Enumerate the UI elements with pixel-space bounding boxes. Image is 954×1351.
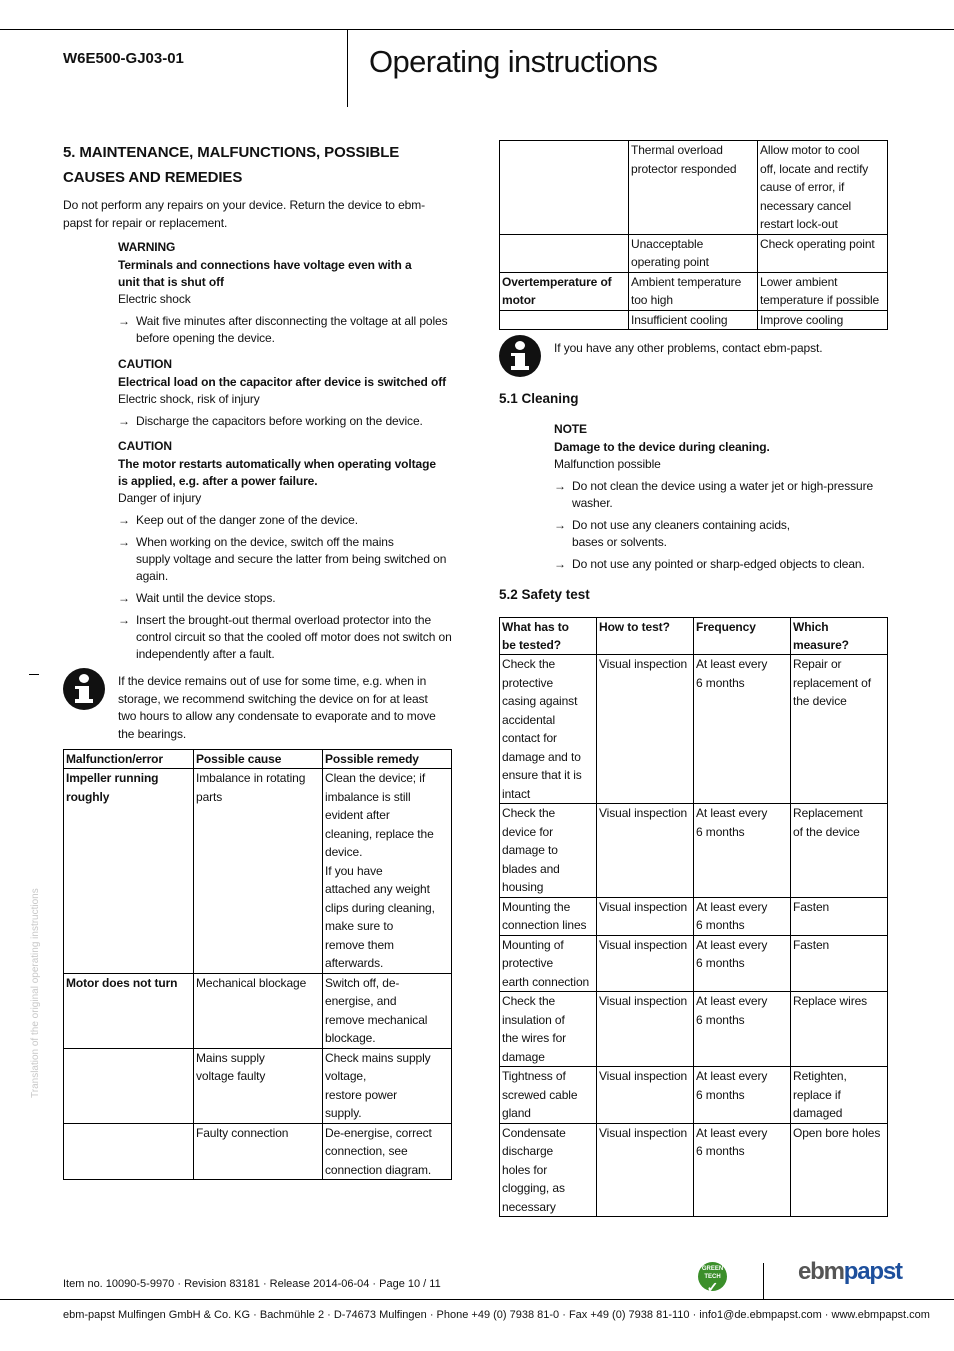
cell-line: measure? (793, 638, 849, 652)
cell-line: necessary cancel (760, 198, 852, 213)
cell-line: At least every (696, 1069, 768, 1083)
column-header: Possible cause (194, 750, 323, 769)
badge-text-line2: TECH (704, 1274, 721, 1280)
cell-line: device for (502, 824, 554, 839)
cell-line: 6 months (696, 1012, 745, 1027)
side-margin-text: Translation of the original operating instructions (30, 888, 41, 1098)
logo-papst: papst (843, 1258, 902, 1285)
info-icon (63, 668, 105, 710)
cell-line: 6 months (696, 918, 745, 932)
caution-title-line1: The motor restarts automatically when operating voltage (118, 457, 436, 471)
cell-line: Mounting of (502, 937, 564, 952)
info-line2: storage, we recommend switching the device on for at least (118, 691, 428, 706)
error-cell (64, 1048, 194, 1123)
caution-action-text: Discharge the capacitors before working on the device. (136, 414, 423, 428)
table-row (500, 935, 888, 992)
cell-line: the device (793, 694, 847, 708)
safety-test-heading: 5.2 Safety test (499, 587, 590, 602)
cell-line: Which (793, 620, 829, 634)
table-row (500, 310, 888, 330)
cell-line: Replacement (793, 806, 863, 820)
cell-line: At least every (696, 806, 768, 820)
info-line4: the bearings. (118, 726, 187, 741)
remedy-cell (323, 1123, 452, 1180)
cell-line: connection diagram. (325, 1162, 432, 1177)
table-row (64, 769, 452, 974)
cell-line: insulation of (502, 1012, 565, 1027)
cause-cell (629, 141, 758, 235)
warning-hazard: Electric shock (118, 292, 191, 306)
caution-action-2-line2: supply voltage and secure the latter from being switched on (136, 552, 447, 566)
cell-line: replace if (793, 1087, 841, 1102)
cell-line: protector responded (631, 161, 737, 176)
cell-line: ensure that it is (502, 768, 582, 782)
measure-cell: Replace wires (791, 992, 888, 1067)
caution-label: CAUTION (118, 439, 172, 453)
cell-line: Check mains supply (325, 1050, 431, 1065)
frequency-cell (694, 804, 791, 898)
error-cell (500, 272, 629, 310)
cell-line: Check the (502, 994, 556, 1008)
table-row (500, 655, 888, 804)
note-action-2-line2: bases or solvents. (572, 535, 667, 549)
cell-line: parts (196, 789, 223, 804)
info-line3: two hours to allow any condensate to evaporate and to move (118, 709, 436, 723)
cell-line: Check the (502, 657, 556, 671)
cell-line: damaged (793, 1106, 843, 1120)
measure-cell: Open bore holes (791, 1123, 888, 1217)
footer-divider (763, 1263, 764, 1299)
cell-line: necessary (502, 1199, 556, 1214)
cell-line: At least every (696, 937, 768, 952)
caution-block-capacitor (118, 356, 463, 430)
cell-line: clogging, as (502, 1181, 565, 1195)
table-row (500, 992, 888, 1067)
table-row (500, 272, 888, 310)
cell-line: the wires for (502, 1031, 567, 1045)
arrow-icon: → (118, 613, 130, 627)
cell-line: At least every (696, 1125, 768, 1140)
margin-tick (29, 674, 39, 675)
cell-line: Repair or (793, 657, 842, 671)
cell-line: 6 months (696, 675, 745, 690)
cell-line: holes for (502, 1162, 548, 1177)
caution-action-4-line2: control circuit so that the cooled off motor does not switch on (136, 630, 452, 644)
frequency-cell (694, 935, 791, 992)
how-cell: Visual inspection (597, 655, 694, 804)
cell-line: cause of error, if (760, 180, 845, 194)
info-line1: If the device remains out of use for some time, e.g. when in (118, 674, 427, 688)
error-cell: Motor does not turn (64, 973, 194, 1048)
cause-cell (629, 234, 758, 272)
table-row (64, 1123, 452, 1180)
cell-line: At least every (696, 899, 768, 914)
info-icon (499, 335, 541, 377)
malfunction-table-continued (499, 140, 888, 330)
warning-action-line2: before opening the device. (136, 331, 275, 345)
intro-line2: papst for repair or replacement. (63, 216, 228, 230)
warning-action (118, 313, 463, 330)
column-header: Possible remedy (323, 750, 452, 769)
cell-line: Imbalance in rotating (196, 771, 306, 785)
cell-line: intact (502, 786, 531, 801)
note-action-1-line2: washer. (572, 496, 613, 510)
note-block-cleaning (554, 421, 894, 573)
how-cell: Visual inspection (597, 1067, 694, 1124)
warning-label: WARNING (118, 240, 176, 254)
caution-action-2 (118, 534, 463, 551)
frequency-cell (694, 1067, 791, 1124)
cause-cell (194, 769, 323, 974)
table-row (500, 1067, 888, 1124)
footer-address: ebm-papst Mulfingen GmbH & Co. KG · Bachmühle 2 · D-74673 Mulfingen · Phone +49 (0) 7938 81-0 · Fax +49 (0) 7938 81-110 · info1@de.ebmpapst.com · www.ebmpapst.com (63, 1309, 930, 1321)
how-cell: Visual inspection (597, 992, 694, 1067)
cell-line: be tested? (502, 638, 562, 652)
error-cell (500, 310, 629, 330)
note-action-3 (554, 556, 894, 573)
remedy-cell (758, 141, 888, 235)
check-icon: ✓ (706, 1279, 719, 1295)
cell-line: cleaning, replace the (325, 826, 434, 841)
table-header-row (500, 618, 888, 655)
arrow-icon: → (118, 414, 130, 428)
cell-line: Check operating point (760, 236, 875, 251)
warning-block (118, 239, 463, 347)
cell-line: Thermal overload (631, 143, 723, 157)
table-row (64, 973, 452, 1048)
safety-test-table (499, 617, 888, 1217)
column-header (500, 618, 597, 655)
cell-line: casing against (502, 694, 578, 708)
cell-line: accidental (502, 712, 556, 727)
cell-line: gland (502, 1106, 531, 1120)
cell-line: Overtemperature of (502, 274, 612, 289)
cell-line: damage (502, 1049, 545, 1064)
frequency-cell (694, 1123, 791, 1217)
what-cell (500, 935, 597, 992)
document-code: W6E500-GJ03-01 (63, 50, 184, 67)
cell-line: damage and to (502, 749, 581, 764)
caution-action-4 (118, 612, 463, 629)
note-action-1 (554, 478, 894, 495)
cause-cell (194, 1048, 323, 1123)
measure-cell (791, 655, 888, 804)
table-row (64, 1048, 452, 1123)
cell-line: housing (502, 880, 544, 894)
cell-line: blockage. (325, 1031, 376, 1045)
cell-line: 6 months (696, 1087, 745, 1102)
info-note-storage (118, 673, 458, 743)
green-tech-badge-icon (698, 1262, 727, 1295)
cleaning-heading: 5.1 Cleaning (499, 391, 579, 406)
frequency-cell (694, 655, 791, 804)
section-intro (63, 196, 443, 232)
arrow-icon: → (554, 518, 566, 532)
cell-line: too high (631, 293, 673, 307)
note-action-2 (554, 517, 894, 534)
cell-line: restart lock-out (760, 217, 838, 231)
cell-line: clips during cleaning, (325, 900, 435, 915)
frequency-cell (694, 897, 791, 935)
caution-action-4-line3: independently after a fault. (136, 647, 275, 661)
warning-action-line1: Wait five minutes after disconnecting the voltage at all poles (136, 314, 448, 328)
remedy-cell: Improve cooling (758, 310, 888, 330)
error-cell (64, 769, 194, 974)
cell-line: earth connection (502, 974, 590, 989)
arrow-icon: → (118, 314, 130, 328)
caution-action-2-line3: again. (136, 569, 169, 583)
table-header-row (64, 750, 452, 769)
note-action-1-line1: Do not clean the device using a water jet or high-pressure (572, 479, 874, 493)
cell-line: replacement of (793, 675, 871, 690)
error-cell (500, 234, 629, 272)
note-title: Damage to the device during cleaning. (554, 440, 770, 454)
note-label: NOTE (554, 422, 587, 436)
section-heading-line1: 5. MAINTENANCE, MALFUNCTIONS, POSSIBLE (63, 144, 400, 161)
remedy-cell (758, 272, 888, 310)
caution-action-1 (118, 512, 463, 529)
cell-line: 6 months (696, 956, 745, 970)
error-cell (64, 1123, 194, 1180)
intro-line1: Do not perform any repairs on your device. Return the device to ebm- (63, 198, 426, 212)
cell-line: screwed cable (502, 1087, 578, 1102)
remedy-cell (323, 769, 452, 974)
arrow-icon: → (554, 557, 566, 571)
cell-line: Allow motor to cool (760, 143, 860, 157)
cell-line: operating point (631, 255, 709, 269)
measure-cell (791, 1067, 888, 1124)
malfunction-table (63, 749, 452, 1180)
cell-line: temperature if possible (760, 293, 880, 307)
cell-line: make sure to (325, 919, 394, 933)
arrow-icon: → (118, 513, 130, 527)
badge-text-line1: GREEN (701, 1266, 724, 1272)
what-cell (500, 897, 597, 935)
cell-line: connection lines (502, 918, 587, 932)
table-row (500, 141, 888, 235)
cell-line: off, locate and rectify (760, 161, 869, 176)
cell-line: voltage, (325, 1069, 367, 1083)
cell-line: voltage faulty (196, 1069, 266, 1083)
cell-line: What has to (502, 620, 569, 634)
cell-line: device. (325, 845, 363, 859)
caution-block-restart (118, 438, 463, 663)
section-heading (63, 140, 399, 190)
cell-line: damage to (502, 843, 558, 857)
footer-rule (0, 1299, 954, 1300)
frequency-cell (694, 992, 791, 1067)
cell-line: De-energise, correct (325, 1125, 432, 1140)
cell-line: Unacceptable (631, 236, 704, 251)
how-cell: Visual inspection (597, 1123, 694, 1217)
cell-line: Retighten, (793, 1069, 847, 1083)
cause-cell: Faulty connection (194, 1123, 323, 1180)
cell-line: 6 months (696, 1144, 745, 1158)
cell-line: imbalance is still (325, 789, 411, 804)
measure-cell: Fasten (791, 935, 888, 992)
note-action-2-line1: Do not use any cleaners containing acids, (572, 518, 791, 532)
caution-hazard: Danger of injury (118, 491, 202, 505)
caution-action-1-text: Keep out of the danger zone of the device. (136, 513, 358, 527)
remedy-cell (323, 973, 452, 1048)
how-cell: Visual inspection (597, 935, 694, 992)
cell-line: energise, and (325, 994, 397, 1008)
caution-title-line2: is applied, e.g. after a power failure. (118, 474, 318, 488)
what-cell (500, 1067, 597, 1124)
info-note-contact: If you have any other problems, contact ebm-papst. (554, 341, 823, 355)
cell-line: Condensate (502, 1125, 566, 1140)
cell-line: motor (502, 293, 536, 307)
caution-action (118, 413, 463, 430)
table-row (500, 234, 888, 272)
column-header: Malfunction/error (64, 750, 194, 769)
caution-action-3 (118, 590, 463, 607)
section-heading-line2: CAUSES AND REMEDIES (63, 169, 243, 186)
logo-ebm: ebm (798, 1258, 844, 1285)
column-header: How to test? (597, 618, 694, 655)
caution-label: CAUTION (118, 357, 172, 371)
column-header: Frequency (694, 618, 791, 655)
cause-cell: Insufficient cooling (629, 310, 758, 330)
page-title: Operating instructions (369, 44, 658, 79)
cell-line: Mounting the (502, 899, 571, 914)
cell-line: roughly (66, 789, 110, 804)
cell-line: Ambient temperature (631, 274, 742, 289)
note-action-3-text: Do not use any pointed or sharp-edged objects to clean. (572, 557, 865, 571)
cell-line: protective (502, 675, 554, 690)
cell-line: Mains supply (196, 1050, 265, 1065)
cell-line: remove mechanical (325, 1012, 428, 1027)
cell-line: of the device (793, 824, 860, 839)
what-cell (500, 655, 597, 804)
cell-line: Check the (502, 806, 556, 820)
cell-line: At least every (696, 994, 768, 1008)
error-cell (500, 141, 629, 235)
cell-line: contact for (502, 731, 557, 745)
column-header (791, 618, 888, 655)
cell-line: blades and (502, 861, 560, 876)
cell-line: Switch off, de- (325, 975, 400, 990)
how-cell: Visual inspection (597, 804, 694, 898)
cell-line: At least every (696, 657, 768, 671)
arrow-icon: → (118, 591, 130, 605)
cell-line: remove them (325, 937, 394, 952)
table-row (500, 804, 888, 898)
cell-line: supply. (325, 1106, 362, 1120)
table-row (500, 897, 888, 935)
measure-cell: Fasten (791, 897, 888, 935)
cell-line: Lower ambient (760, 274, 838, 289)
caution-action-2-line1: When working on the device, switch off the mains (136, 535, 394, 549)
cell-line: attached any weight (325, 882, 430, 896)
cell-line: Clean the device; if (325, 771, 426, 785)
measure-cell (791, 804, 888, 898)
cell-line: Tightness of (502, 1069, 566, 1083)
warning-title-line1: Terminals and connections have voltage even with a (118, 258, 412, 272)
ebmpapst-logo (798, 1258, 902, 1286)
arrow-icon: → (554, 479, 566, 493)
cell-line: 6 months (696, 824, 745, 839)
cell-line: restore power (325, 1087, 398, 1102)
cell-line: afterwards. (325, 956, 384, 970)
footer-item-info: Item no. 10090-5-9970 · Revision 83181 · Release 2014-06-04 · Page 10 / 11 (63, 1278, 441, 1290)
header-top-rule (0, 29, 954, 30)
what-cell (500, 992, 597, 1067)
how-cell: Visual inspection (597, 897, 694, 935)
table-row (500, 1123, 888, 1217)
header-divider (347, 29, 348, 107)
arrow-icon: → (118, 535, 130, 549)
caution-action-3-text: Wait until the device stops. (136, 591, 276, 605)
what-cell (500, 804, 597, 898)
remedy-cell (758, 234, 888, 272)
cause-cell: Mechanical blockage (194, 973, 323, 1048)
cell-line: discharge (502, 1144, 554, 1158)
remedy-cell (323, 1048, 452, 1123)
cell-line: protective (502, 956, 554, 970)
cell-line: If you have (325, 863, 383, 878)
cell-line: evident after (325, 808, 390, 822)
what-cell (500, 1123, 597, 1217)
cause-cell (629, 272, 758, 310)
warning-title-line2: unit that is shut off (118, 275, 224, 289)
cell-line: Impeller running (66, 771, 159, 785)
caution-action-4-line1: Insert the brought-out thermal overload protector into the (136, 613, 432, 627)
caution-title: Electrical load on the capacitor after device is switched off (118, 375, 447, 389)
note-hazard: Malfunction possible (554, 457, 661, 471)
cell-line: connection, see (325, 1144, 408, 1158)
caution-hazard: Electric shock, risk of injury (118, 392, 260, 406)
